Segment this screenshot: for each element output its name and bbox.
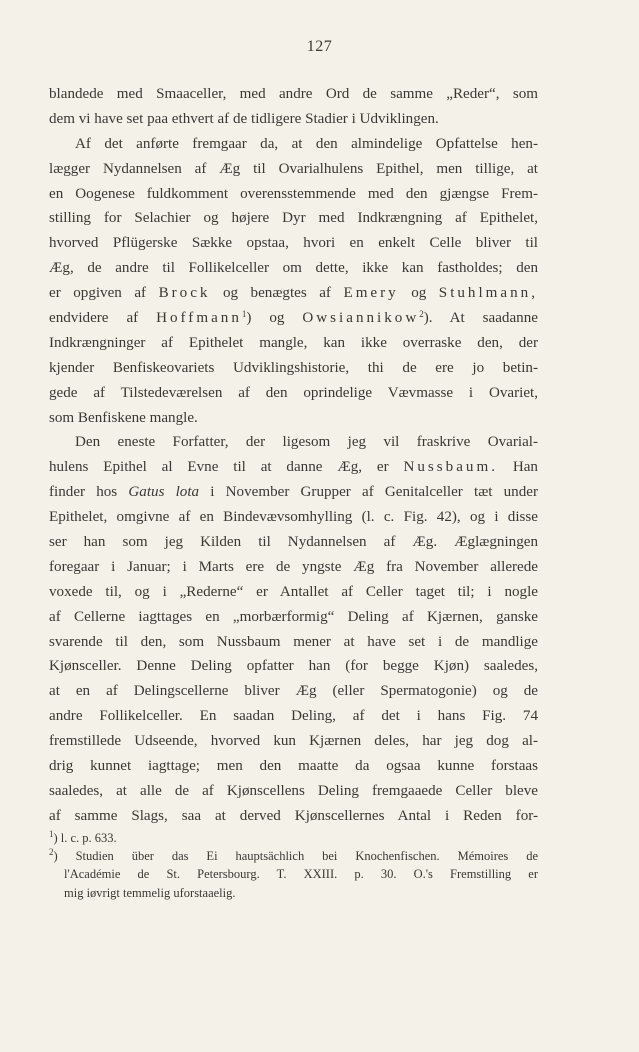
footnote-ref-1: 1 (241, 309, 247, 320)
footnote-2: $^2$) Studien über das Ei hauptsächlich bei Knochenfischen. Mémoires de (49, 847, 538, 864)
species-name: Gatus lota (128, 484, 200, 501)
footnote-2-continuation: l'Académie de St. Petersbourg. T. XXIII. p. 30. O.'s Fremstilling er (64, 867, 538, 882)
text-line: af Cellerne iagttages en „morbærformig“ Deling af Kjærnen, ganske (49, 608, 538, 625)
author-name-hoffmann: Hoffmann (156, 310, 242, 327)
author-name-owsiannikow: Owsiannikow (302, 310, 420, 327)
text-line: saaledes, at alle de af Kjønscellens Deling fremgaaede Celler bleve (49, 782, 538, 799)
text-line: kjender Benfiskeovariets Udviklingshistorie, thi de ere jo betin- (49, 359, 538, 376)
text-line: som Benfiskene mangle. (49, 409, 198, 426)
text-line: andre Follikelceller. En saadan Deling, af det i hans Fig. 74 (49, 708, 538, 725)
text-line: blandede med Smaaceller, med andre Ord de samme „Reder“, som (49, 86, 538, 102)
text-line: er opgiven af Brock og benægtes af Emery og Stuhlmann, (49, 285, 538, 302)
text-line: hulens Epithel al Evne til at danne Æg, er Nussbaum. Han (49, 459, 538, 476)
text-line: Kjønsceller. Denne Deling opfatter han (for begge Kjøn) saaledes, (49, 658, 538, 675)
text-line: drig kunnet iagttage; men den maatte da ogsaa kunne forstaas (49, 758, 538, 775)
text-line: Den eneste Forfatter, der ligesom jeg vil fraskrive Ovarial- (75, 434, 538, 451)
text-line: af samme Slags, saa at derved Kjønscellernes Antal i Reden for- (49, 807, 538, 824)
author-name-emery: Emery (343, 285, 399, 302)
text-line: endvidere af Hoffmann$^1$) og Owsiannikow$^2$). At saadanne (49, 309, 538, 327)
text-line: at en af Delingscellerne bliver Æg (eller Spermatogonie) og de (49, 683, 538, 700)
author-name-nussbaum: Nussbaum. (403, 459, 498, 476)
body-text (49, 82, 538, 829)
text-line: Indkrængninger af Epithelet mangle, kan ikke overraske den, der (49, 334, 538, 351)
text-line: stilling for Selachier og højere Dyr med Indkrængning af Epithelet, (49, 210, 538, 227)
author-name-brock: Brock (158, 285, 211, 302)
text-line: ser han som jeg Kilden til Nydannelsen af Æg. Æglægningen (49, 534, 538, 551)
text-line: dem vi have set paa ethvert af de tidligere Stadier i Udviklingen. (49, 110, 439, 127)
text-line: voxede til, og i „Rederne“ er Antallet af Celler taget til; i nogle (49, 583, 538, 600)
text-line: gede af Tilstedeværelsen af den oprindelige Vævmasse i Ovariet, (49, 384, 538, 401)
page-number: 127 (306, 38, 333, 55)
text-line: hvorved Pflügerske Sække opstaa, hvori en enkelt Celle bliver til (49, 235, 538, 252)
text-line: foregaar i Januar; i Marts ere de yngste Æg fra November allerede (49, 558, 538, 575)
text-line: finder hos Gatus lota i November Grupper af Genitalceller tæt under (49, 484, 538, 501)
text-line: en Oogenese fuldkomment overensstemmende med den gjængse Frem- (49, 185, 538, 202)
text-line: Æg, de andre til Follikelceller om dette, ikke kan fastholdes; den (49, 260, 538, 277)
text-line: Epithelet, omgivne af en Bindevævsomhylling (l. c. Fig. 42), og i disse (49, 509, 538, 526)
footnotes (49, 829, 538, 902)
footnote-2-continuation: mig iøvrigt temmelig uforstaaelig. (64, 885, 236, 900)
text-line: fremstillede Udseende, hvorved kun Kjærnen deles, har jeg dog al- (49, 733, 538, 750)
text-line: svarende til den, som Nussbaum mener at have set i de mandlige (49, 633, 538, 650)
text-line: Af det anførte fremgaar da, at den almindelige Opfattelse hen- (75, 135, 538, 152)
text-line: lægger Nydannelsen af Æg til Ovarialhulens Epithel, men tillige, at (49, 160, 538, 177)
author-name-stuhlmann: Stuhlmann, (438, 285, 538, 302)
footnote-ref-2: 2 (419, 309, 424, 320)
footnote-1: $^1$) l. c. p. 633. (49, 829, 117, 845)
